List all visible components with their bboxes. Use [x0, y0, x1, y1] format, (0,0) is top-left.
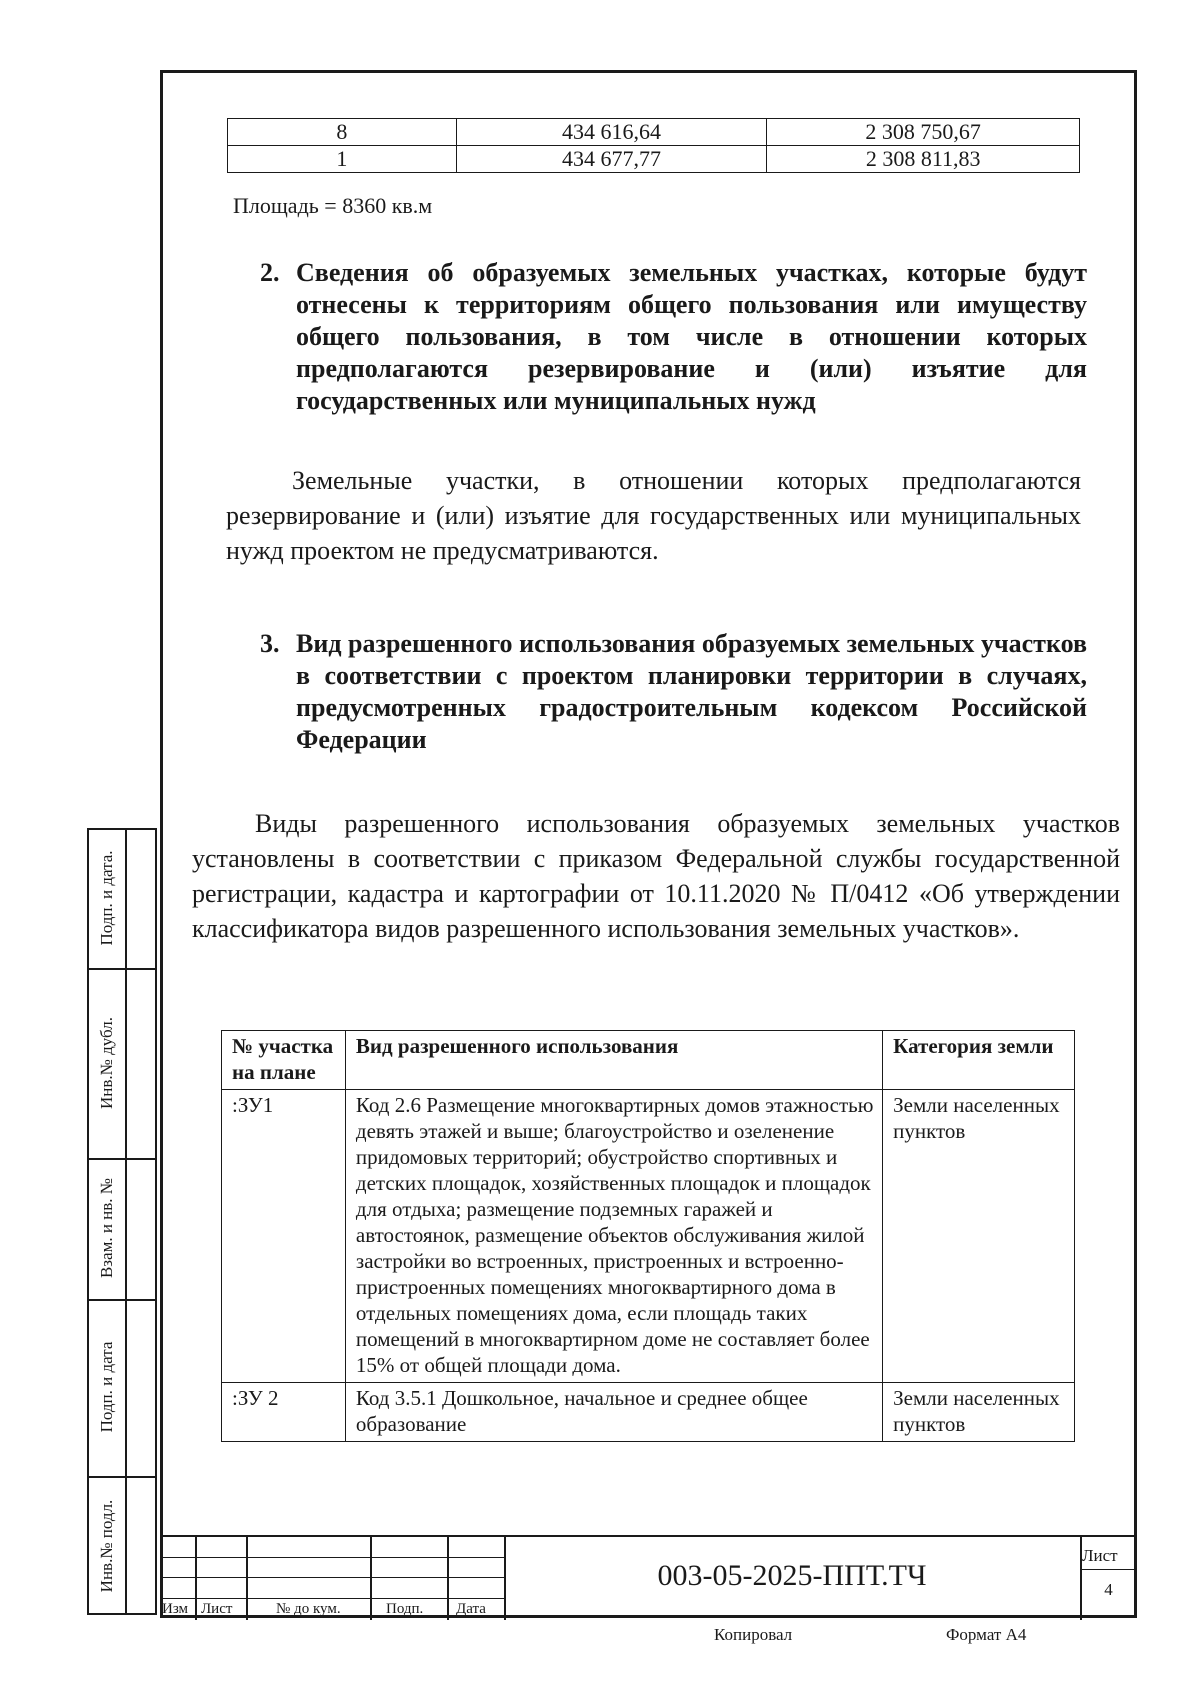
section-2-heading	[260, 257, 1087, 417]
side-stamp	[87, 828, 157, 1615]
column-izm: Изм	[162, 1601, 189, 1617]
point-number: 8	[228, 119, 457, 146]
coord-x: 434 616,64	[456, 119, 767, 146]
table-row	[228, 146, 1080, 173]
section-3-number: 3.	[260, 629, 280, 658]
plot-id: :ЗУ 2	[222, 1383, 346, 1442]
column-doc-number: № до кум.	[276, 1601, 341, 1617]
use-description: Код 2.6 Размещение многоквартирных домов этажностью девять этажей и выше; благоустройство и озеленение придомовых территорий; обустройство спортивных и детских площадок, хозяйственных площадок и площадок для отдыха; размещение подземных гаражей и автостоянок, размещение объектов обслуживания жилой застройки во встроенных, пристроенных и встроенно-пристроенных помещениях многоквартирного дома в отдельных помещениях дома, если площадь таких помещений в многоквартирном доме не составляет более 15% от общей площади дома.	[345, 1090, 882, 1383]
coord-y: 2 308 750,67	[767, 119, 1080, 146]
table-header-row	[222, 1031, 1075, 1090]
section-3-heading	[260, 628, 1087, 756]
side-label-sign-date: Подп. и дата	[97, 1341, 116, 1433]
point-number: 1	[228, 146, 457, 173]
coord-x: 434 677,77	[456, 146, 767, 173]
coordinates-table	[227, 118, 1080, 173]
coord-y: 2 308 811,83	[767, 146, 1080, 173]
side-label-inv-podl: Инв.№ подл.	[97, 1499, 116, 1593]
use-description: Код 3.5.1 Дошкольное, начальное и среднее общее образование	[345, 1383, 882, 1442]
side-label-replace-inv: Взам. и нв. №	[97, 1177, 116, 1279]
column-date: Дата	[456, 1601, 486, 1617]
column-sign: Подп.	[386, 1601, 424, 1617]
table-row	[222, 1383, 1075, 1442]
document-code: 003-05-2025-ППТ.ТЧ	[657, 1559, 927, 1592]
side-label-sign-date-2: Подп. и дата.	[97, 850, 116, 946]
column-list: Лист	[201, 1601, 233, 1617]
land-category: Земли населенных пунктов	[883, 1383, 1075, 1442]
title-block	[160, 1535, 1137, 1620]
header-category: Категория земли	[883, 1031, 1075, 1090]
sheet-label: Лист	[1082, 1546, 1118, 1565]
permitted-use-table	[221, 1030, 1075, 1442]
header-plot: № участка на плане	[222, 1031, 346, 1090]
side-label-inv-dubl: Инв.№ дубл.	[97, 1016, 116, 1110]
land-category: Земли населенных пунктов	[883, 1090, 1075, 1383]
section-2-paragraph: Земельные участки, в отношении которых предполагаются резервирование и (или) изъятие для государственных или муниципальных нужд проектом не предусматриваются.	[226, 466, 1081, 565]
section-2-title: Сведения об образуемых земельных участках, которые будут отнесены к территориям общего пользования или имуществу общего пользования, в том числе в отношении которых предполагаются резервирование и (или) изъятие для государственных или муниципальных нужд	[296, 258, 1087, 415]
table-row	[222, 1090, 1075, 1383]
area-text: Площадь = 8360 кв.м	[233, 193, 433, 218]
copied-label: Копировал	[714, 1625, 793, 1644]
table-row	[228, 119, 1080, 146]
section-3-title: Вид разрешенного использования образуемых земельных участков в соответствии с проектом планировки территории в случаях, предусмотренных градостроительным кодексом Российской Федерации	[296, 629, 1087, 754]
section-2-number: 2.	[260, 258, 280, 287]
section-3-paragraph: Виды разрешенного использования образуемых земельных участков установлены в соответствии с приказом Федеральной службы государственной регистрации, кадастра и картографии от 10.11.2020 № П/0412 «Об утверждении классификатора видов разрешенного использования земельных участков».	[192, 809, 1120, 943]
format-label: Формат А4	[946, 1625, 1027, 1644]
plot-id: :ЗУ1	[222, 1090, 346, 1383]
header-use: Вид разрешенного использования	[345, 1031, 882, 1090]
sheet-number: 4	[1104, 1580, 1113, 1599]
